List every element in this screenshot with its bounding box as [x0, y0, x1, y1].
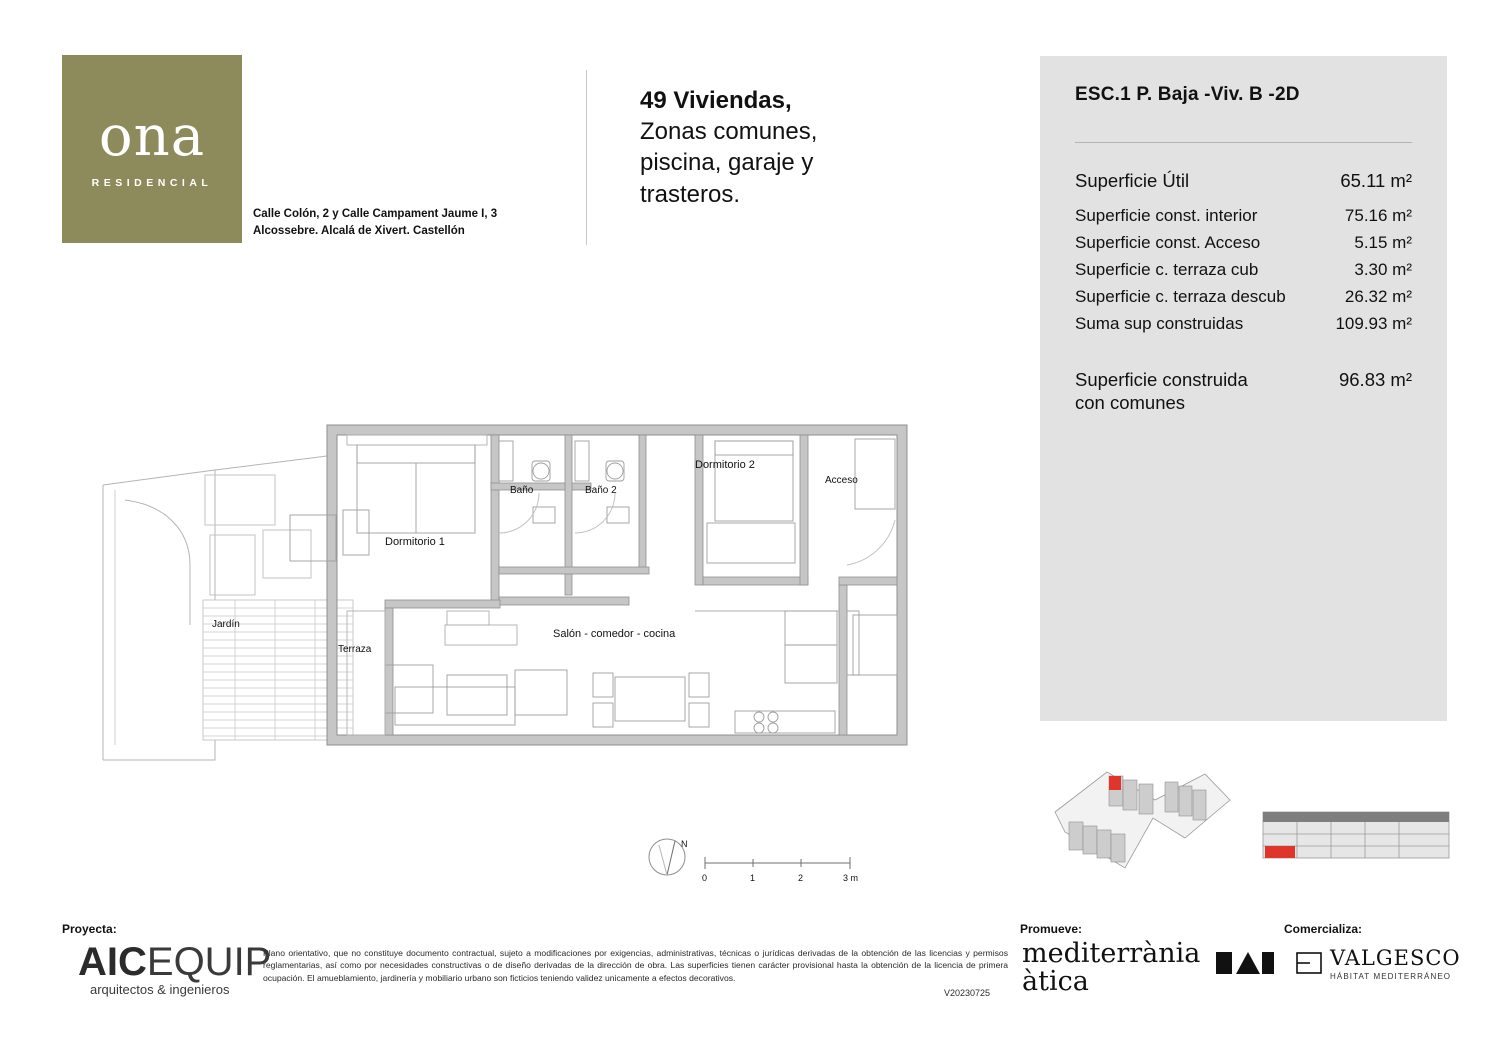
room-label: Dormitorio 1	[385, 536, 445, 548]
surface-row	[1075, 260, 1412, 280]
surface-value: 3.30 m²	[1354, 260, 1412, 279]
surface-value: 65.11 m²	[1340, 170, 1412, 191]
surface-label: Superficie c. terraza descub	[1075, 287, 1286, 306]
promotor-logo	[1022, 940, 1200, 997]
surface-row	[1075, 233, 1412, 253]
surface-total-label-line1: Superficie construida	[1075, 369, 1248, 390]
room-label: Jardín	[212, 619, 240, 630]
legal-disclaimer: Plano orientativo, que no constituye documento contractual, sujeto a modificaciones por exigencias, administrativas, técnicas o jurídicas derivadas de la obtención de las licencias y permisos reglamentarias, así como por necesidades constructivas o de diseño derivadas de la dirección de obra. Las superficies tienen carácter provisional hasta la obtención de la licencia de primera ocupación. El amueblamiento, jardinería y mobiliario urbano son ficticios teniendo validez unicamente a efectos decorativos.	[263, 948, 1008, 983]
comercializa-subtitle: HÁBITAT MEDITERRÁNEO	[1330, 972, 1452, 981]
comercializa-label: Comercializa:	[1284, 922, 1363, 936]
compass-rose-icon	[649, 839, 685, 875]
surface-row	[1075, 314, 1412, 334]
elevation-highlight-marker	[1265, 846, 1295, 858]
surface-row	[1075, 287, 1412, 307]
document-version: V20230725	[944, 988, 991, 998]
scale-tick-3: 3 m	[843, 873, 859, 883]
valgesco-icon	[1296, 950, 1322, 981]
surface-label: Superficie const. interior	[1075, 206, 1258, 225]
scale-tick-1: 1	[750, 873, 756, 883]
scale-tick-2: 2	[798, 873, 804, 883]
surface-value: 5.15 m²	[1354, 233, 1412, 252]
scale-tick-0: 0	[702, 873, 708, 883]
surface-total-row	[1075, 368, 1412, 414]
promotor-line-1: mediterrània	[1022, 938, 1201, 969]
architect-name-bold: AIC	[78, 940, 147, 984]
architect-logo	[78, 940, 271, 985]
surface-value: 26.32 m²	[1344, 287, 1412, 306]
surface-total-value: 96.83 m²	[1338, 369, 1412, 390]
surface-value: 109.93 m²	[1335, 314, 1412, 333]
brand-logo	[62, 55, 242, 243]
project-headline	[640, 85, 970, 210]
floor-plan-svg	[95, 415, 955, 885]
headline-line-4: trasteros.	[640, 180, 741, 208]
architect-name-light: EQUIP	[146, 940, 272, 984]
brand-logo-subtitle: RESIDENCIAL	[91, 177, 213, 189]
promueve-label: Promueve:	[1020, 922, 1083, 936]
architect-subtitle: arquitectos & ingenieros	[90, 982, 230, 997]
panel-title: ESC.1 P. Baja -Viv. B -2D	[1075, 84, 1300, 105]
surface-value: 75.16 m²	[1344, 206, 1412, 225]
proyecta-label: Proyecta:	[62, 922, 117, 936]
room-label: Dormitorio 2	[695, 459, 755, 471]
surface-total-label-line2: con comunes	[1075, 392, 1186, 414]
floor-plan-drawing	[95, 415, 955, 885]
surface-row	[1075, 170, 1412, 192]
promotor-mark-icon	[1216, 950, 1274, 981]
surface-label: Suma sup construidas	[1075, 314, 1244, 333]
surface-label: Superficie const. Acceso	[1075, 233, 1261, 252]
room-label: Baño	[510, 485, 534, 496]
promotor-line-2: àtica	[1022, 966, 1089, 998]
project-address	[253, 206, 553, 239]
header-divider	[586, 70, 587, 245]
key-plans	[1035, 760, 1455, 885]
headline-line-3: piscina, garaje y	[640, 149, 814, 177]
surface-label: Superficie Útil	[1075, 170, 1190, 191]
panel-divider	[1075, 142, 1412, 143]
room-label: Terraza	[338, 644, 372, 655]
compass-and-scale	[645, 835, 875, 895]
comercializa-logo	[1330, 946, 1461, 981]
surface-total-label	[1075, 368, 1248, 414]
headline-line-2: Zonas comunes,	[640, 118, 818, 146]
room-label: Baño 2	[585, 485, 617, 496]
surface-row	[1075, 206, 1412, 226]
headline-line-1: 49 Viviendas,	[640, 87, 792, 114]
room-label: Acceso	[825, 475, 858, 486]
brand-logo-text: ona	[98, 104, 206, 169]
address-line-2: Alcossebre. Alcalá de Xivert. Castellón	[253, 224, 465, 237]
room-label: Salón - comedor - cocina	[553, 628, 676, 640]
site-highlight-marker	[1109, 776, 1121, 790]
compass-north-label: N	[681, 839, 688, 849]
surface-label: Superficie c. terraza cub	[1075, 260, 1259, 279]
comercializa-name: VALGESCO	[1330, 946, 1461, 970]
address-line-1: Calle Colón, 2 y Calle Campament Jaume I, 3	[253, 208, 498, 220]
